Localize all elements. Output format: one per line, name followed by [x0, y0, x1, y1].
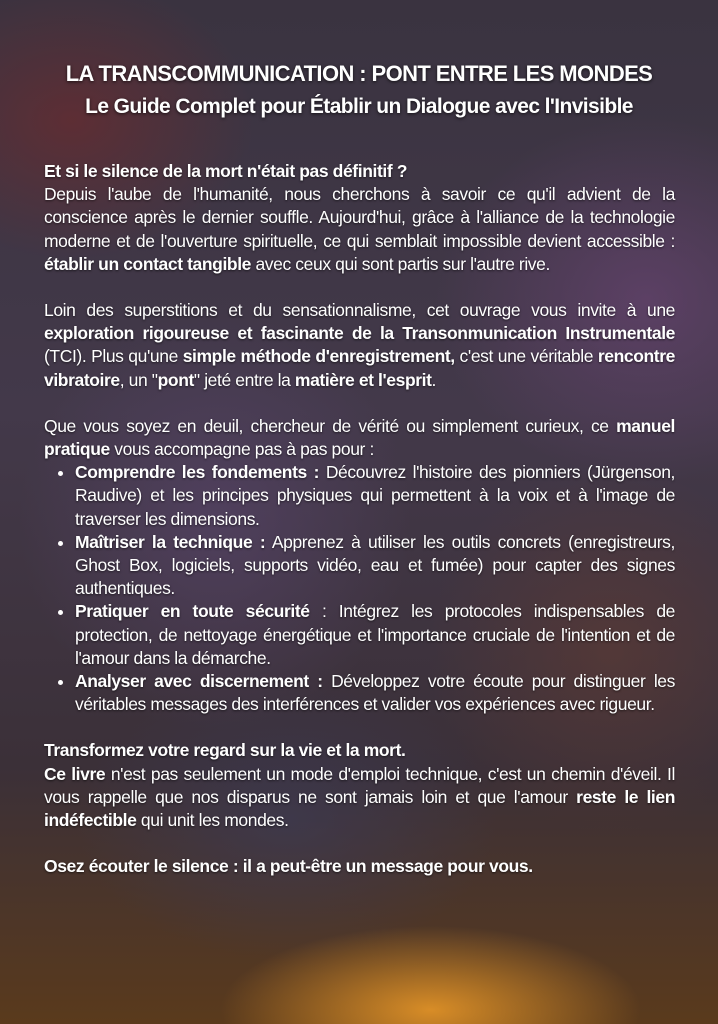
- bold-text: matière et l'esprit: [294, 369, 432, 390]
- text-segment: vous accompagne pas à pas pour :: [109, 439, 374, 460]
- bold-text: Transformez votre regard sur la vie et la mort.: [44, 740, 406, 761]
- text-segment: .: [431, 369, 436, 390]
- bold-text: Comprendre les fondements :: [75, 462, 320, 483]
- list-item: [75, 531, 675, 601]
- bullet-list: [44, 461, 675, 716]
- text-segment: , un ": [119, 369, 158, 390]
- bold-text: manuel pratique: [44, 415, 675, 460]
- bold-text: simple méthode d'enregistrement,: [182, 346, 455, 367]
- paragraph: [44, 299, 675, 392]
- back-cover-text: [44, 160, 675, 901]
- bold-text: Analyser avec discernement :: [75, 671, 323, 692]
- text-segment: n'est pas seulement un mode d'emploi technique, c'est un chemin d'éveil. Il vous rappelle que nos disparus ne sont jamais loin et que l'amour: [44, 763, 675, 807]
- bold-text: rencontre vibratoire: [44, 346, 675, 390]
- list-item: [75, 670, 675, 716]
- text-segment: Découvrez l'histoire des pionniers (Jürgenson, Raudive) et les principes physiques qui permettent à la voix et à l'image de traverser les dimensions.: [75, 462, 675, 529]
- bold-text: Pratiquer en toute sécurité: [75, 601, 310, 622]
- paragraph: [44, 160, 675, 276]
- book-subtitle: Le Guide Complet pour Établir un Dialogue avec l'Invisible: [85, 95, 633, 118]
- paragraph: [44, 415, 675, 461]
- paragraph: [44, 739, 675, 832]
- paragraph: [44, 855, 675, 878]
- text-segment: c'est une véritable: [454, 346, 598, 367]
- text-segment: Depuis l'aube de l'humanité, nous cherchons à savoir ce qu'il advient de la conscience après le dernier souffle. Aujourd'hui, grâce à l'alliance de la technologie moderne et de l'ouverture spirituelle, ce qui semblait impossible devient accessible :: [44, 184, 675, 251]
- text-segment: Apprenez à utiliser les outils concrets (enregistreurs, Ghost Box, logiciels, supports vidéo, eau et fumée) pour capter des signes authentiques.: [75, 531, 675, 599]
- bold-text: Et si le silence de la mort n'était pas définitif ?: [44, 161, 408, 181]
- cover-header: [0, 60, 718, 122]
- list-item: [75, 600, 675, 670]
- list-item: [75, 461, 675, 531]
- bold-text: Osez écouter le silence : il a peut-être un message pour vous.: [44, 856, 533, 877]
- bold-text: Ce livre: [44, 763, 106, 784]
- bold-text: établir un contact tangible: [44, 253, 252, 274]
- text-segment: Développez votre écoute pour distinguer les véritables messages des interférences et valider vos expériences avec rigueur.: [75, 671, 675, 715]
- text-segment: " jeté entre la: [193, 369, 295, 390]
- bold-text: Maîtriser la technique :: [75, 531, 266, 552]
- text-segment: qui unit les mondes.: [136, 810, 289, 831]
- text-segment: Que vous soyez en deuil, chercheur de vérité ou simplement curieux, ce: [44, 415, 617, 436]
- book-title: LA TRANSCOMMUNICATION : PONT ENTRE LES MONDES: [65, 61, 653, 86]
- text-segment: avec ceux qui sont partis sur l'autre rive.: [251, 253, 550, 274]
- bold-text: pont: [157, 369, 194, 390]
- bold-text: exploration rigoureuse et fascinante de la Transonmunication Instrumentale: [44, 323, 675, 344]
- text-segment: (TCI). Plus qu'une: [44, 346, 183, 367]
- bold-text: reste le lien indéfectible: [44, 786, 675, 831]
- text-segment: Loin des superstitions et du sensationnalisme, cet ouvrage vous invite à une: [44, 300, 675, 321]
- text-segment: : Intégrez les protocoles indispensables de protection, de nettoyage énergétique et l'importance cruciale de l'intention et de l'amour dans la démarche.: [75, 601, 675, 668]
